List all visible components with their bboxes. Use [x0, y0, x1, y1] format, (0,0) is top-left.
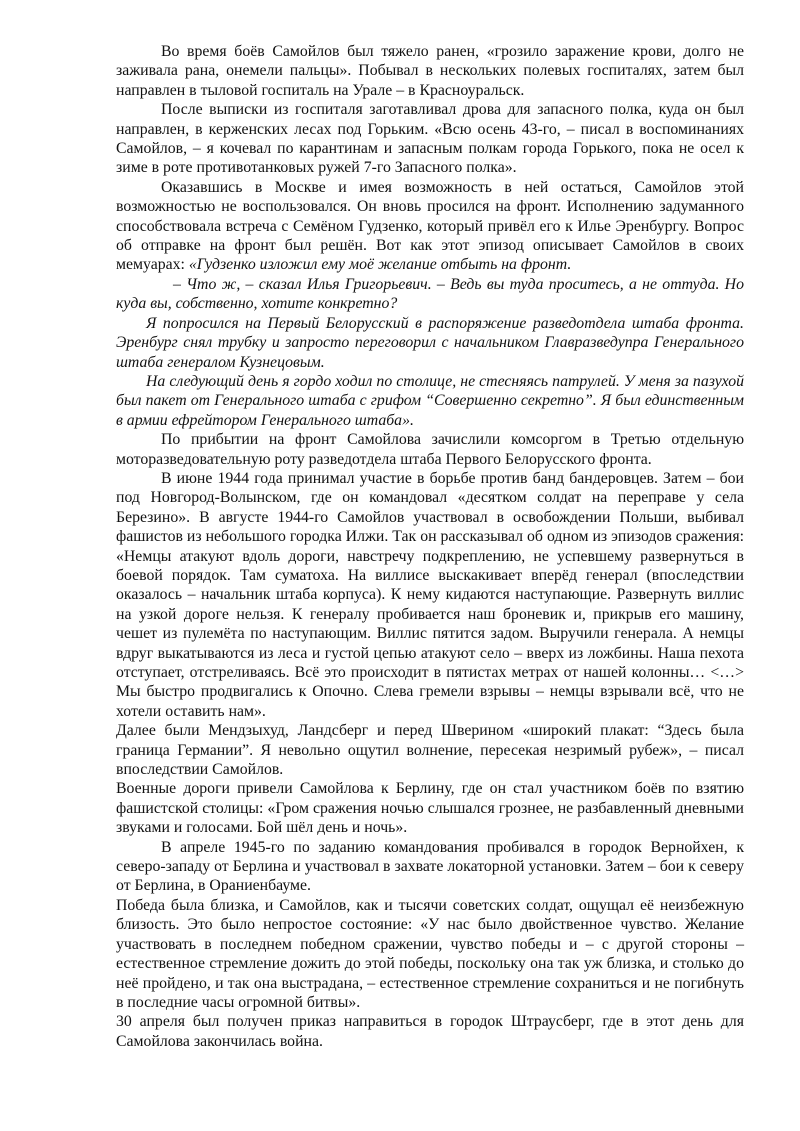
paragraph-mendzyhud: Далее были Мендзыхуд, Ландсберг и перед Шверином «широкий плакат: “Здесь была граница Германии”. Я невольно ощутил волнение, пересекая незримый рубеж», – писал впоследствии Самойлов.	[116, 722, 744, 779]
paragraph-after-hospital: После выписки из госпиталя заготавливал дрова для запасного полка, куда он был направлен, в керженских лесах под Горьким. «Всю осень 43-го, – писал в воспоминаниях Самойлов, – я кочевал по карантинам и запасным полкам города Горького, пока не осел к зиме в роте противотанковых ружей 7-го Запасного полка».	[116, 101, 744, 177]
paragraph-wounded: Во время боёв Самойлов был тяжело ранен, «грозило заражение крови, долго не заживала рана, онемели пальцы». Побывал в нескольких полевых госпиталях, затем был направлен в тыловой госпиталь на Урале – в Красноуральск.	[116, 43, 744, 99]
paragraph-april-30: 30 апреля был получен приказ направиться в городок Штраусберг, где в этот день для Самойлова закончилась война.	[116, 1013, 744, 1050]
memoir-quote-start: «Гудзенко изложил ему моё желание отбыть на фронт.	[188, 256, 572, 274]
memoir-dialog-ehrenburg: – Что ж, – сказал Илья Григорьевич. – Ведь вы туда проситесь, а не оттуда. Но куда вы, собственно, хотите конкретно?	[116, 275, 744, 313]
paragraph-april-1945: В апреле 1945-го по заданию командования пробивался в городок Вернойхен, к северо-западу от Берлина и участвовал в захвате локаторной установки. Затем – бои к северу от Берлина, в Ораниенбауме.	[116, 838, 744, 895]
document-page	[116, 42, 744, 1051]
memoir-dialog-request: Я попросился на Первый Белорусский в распоряжение разведотдела штаба фронта. Эренбург снял трубку и запросто переговорил с начальником Главразведупра Генерального штаба генералом Кузнецовым.	[116, 314, 744, 371]
memoir-dialog-next-day: На следующий день я гордо ходил по столице, не стесняясь патрулей. У меня за пазухой был пакет от Генерального штаба с грифом “Совершенно секретно”. Я был единственным в армии ефрейтором Генерального штаба».	[116, 372, 744, 429]
paragraph-berlin: Военные дороги привели Самойлова к Берлину, где он стал участником боёв по взятию фашистской столицы: «Гром сражения ночью слышался грознее, не разбавленный дневными звуками и голосами. Бой шёл день и ночь».	[116, 780, 744, 837]
paragraph-victory: Победа была близка, и Самойлов, как и тысячи советских солдат, ощущал её неизбежную близость. Это было непростое состояние: «У нас было двойственное чувство. Желание участвовать в последнем победном сражении, чувство победы и – с другой стороны – естественное стремление дожить до этой победы, поскольку она так уж близка, и столько до неё пройдено, и так она выстрадана, – естественное стремление сохраниться и не погибнуть в последние часы огромной битвы».	[116, 896, 744, 1011]
paragraph-moscow	[116, 178, 744, 275]
paragraph-moscow-text: Оказавшись в Москве и имея возможность в ней остаться, Самойлов этой возможностью не воспользовался. Он вновь просился на фронт. Исполнению задуманного способствовала встреча с Семёном Гудзенко, который привёл его к Илье Эренбургу. Вопрос об отправке на фронт был решён. Вот как этот эпизод описывает Самойлов в своих мемуарах:	[116, 178, 744, 274]
paragraph-arrival-front: По прибытии на фронт Самойлова зачислили комсоргом в Третью отдельную моторазведовательную роту разведотдела штаба Первого Белорусского фронта.	[116, 431, 744, 468]
paragraph-june-1944: В июне 1944 года принимал участие в борьбе против банд бандеровцев. Затем – бои под Новгород-Волынском, где он командовал «десятком солдат на переправе у села Березино». В августе 1944-го Самойлов участвовал в освобождении Польши, выбивал фашистов из небольшого городка Илжи. Так он рассказывал об одном из эпизодов сражения: «Немцы атакуют вдоль дороги, навстречу подкреплению, не успевшему развернуться в боевой порядок. Там суматоха. На виллисе выскакивает вперёд генерал (впоследствии оказалось – начальник штаба корпуса). К нему кидаются наступающие. Развернуть виллис на узкой дороге нельзя. К генералу пробивается наш броневик и, прикрыв его машину, чешет из пулемёта по наступающим. Виллис пятится задом. Выручили генерала. А немцы вдруг выкатываются из леса и густой цепью атакуют село – вверх из ложбины. Наша пехота отступает, отстреливаясь. Всё это происходит в пятистах метрах от нашей колонны… <…> Мы быстро продвигались к Опочно. Слева гремели взрывы – немцы взрывали всё, что не хотели оставить нам».	[116, 469, 744, 720]
